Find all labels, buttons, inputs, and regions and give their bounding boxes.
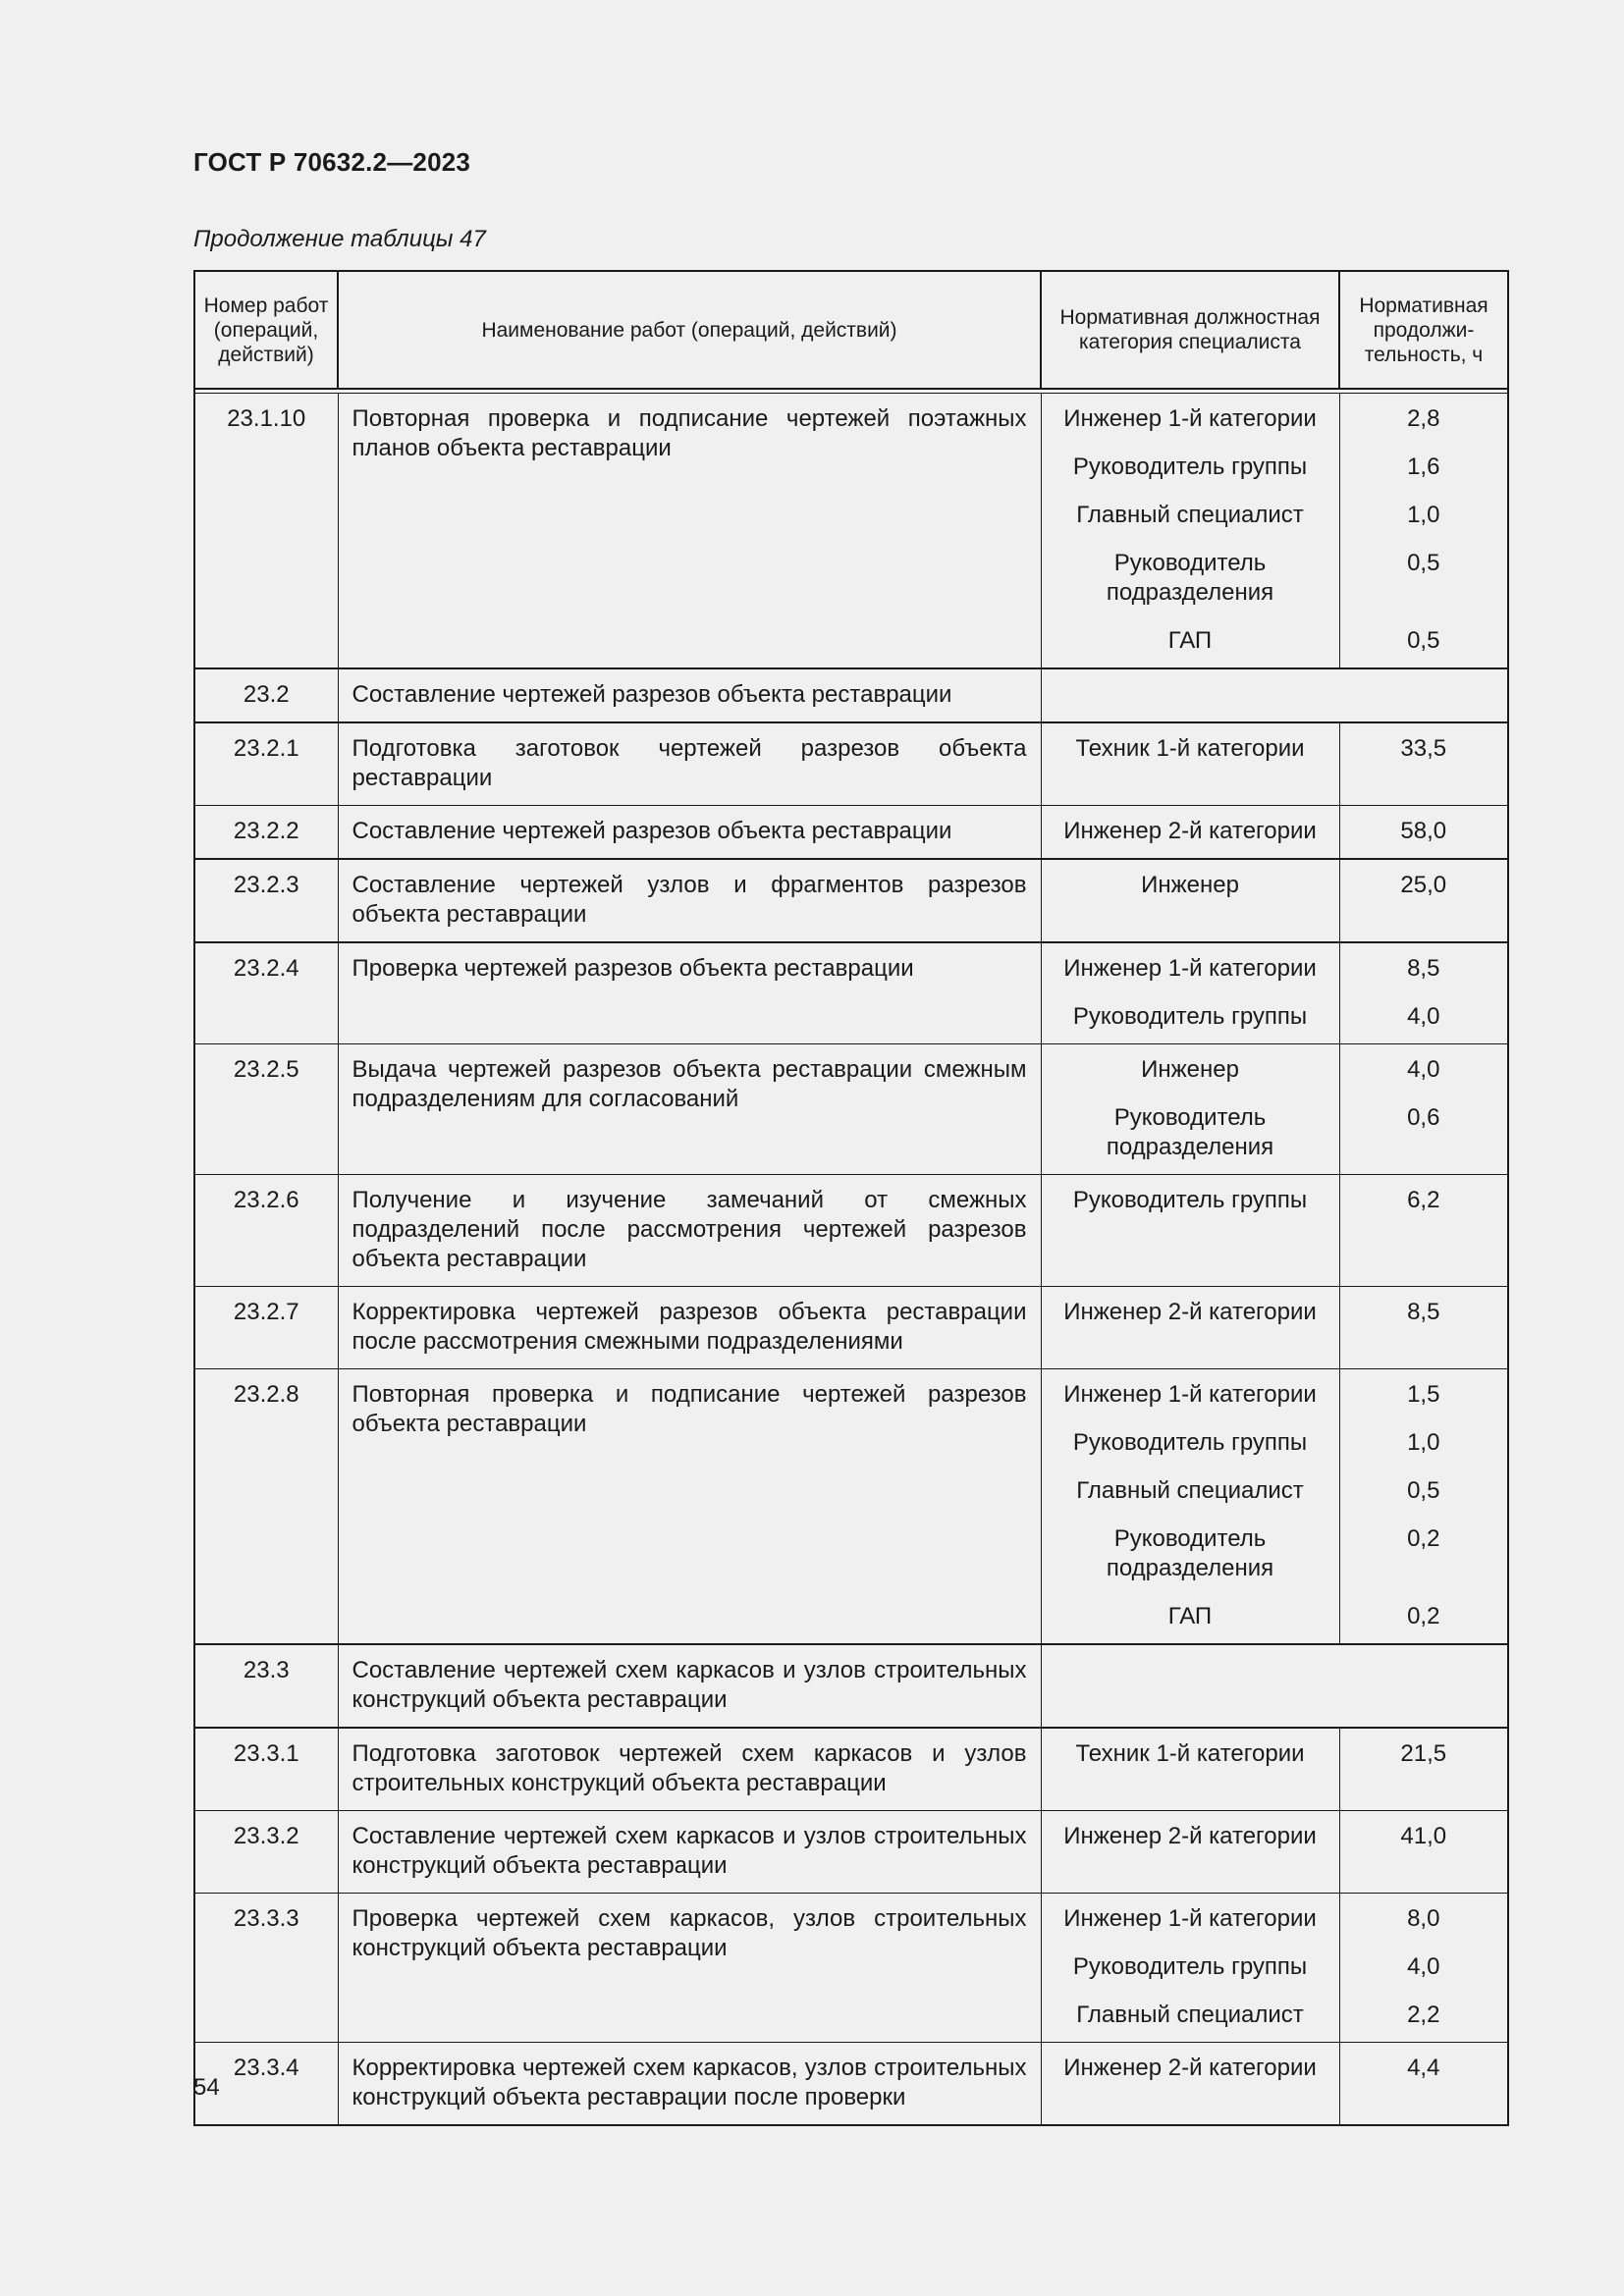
duration-value: 25,0 (1400, 872, 1447, 898)
work-name-cell: Проверка чертежей разрезов объекта реставрации (338, 942, 1041, 1044)
work-number-cell: 23.3.3 (194, 1894, 338, 2043)
specialist-category-cell (1041, 806, 1339, 860)
table-row (194, 1369, 1508, 1645)
work-name-cell: Подготовка заготовок чертежей разрезов объекта реставрации (338, 722, 1041, 806)
empty-section-cell (1041, 1644, 1508, 1728)
duration-value: 4,4 (1407, 2055, 1440, 2081)
duration-cell (1339, 1175, 1508, 1287)
specialist-category: Инженер (1141, 1056, 1239, 1083)
specialist-category-cell (1041, 1811, 1339, 1894)
duration-cell (1339, 942, 1508, 1044)
duration-value: 58,0 (1400, 818, 1447, 844)
work-number-cell: 23.3.1 (194, 1728, 338, 1811)
page-number: 54 (193, 2074, 220, 2101)
duration-value: 41,0 (1400, 1823, 1447, 1849)
duration-value: 1,5 (1407, 1381, 1440, 1408)
specialist-category: ГАП (1167, 627, 1213, 654)
duration-value: 4,0 (1407, 1953, 1440, 1980)
table-row (194, 1728, 1508, 1811)
duration-cell (1339, 859, 1508, 942)
table-row (194, 1044, 1508, 1175)
work-number-cell: 23.2.4 (194, 942, 338, 1044)
duration-value: 6,2 (1407, 1187, 1440, 1213)
specialist-category-cell (1041, 942, 1339, 1044)
duration-cell (1339, 1287, 1508, 1369)
empty-section-cell (1041, 668, 1508, 722)
specialist-category: Инженер 1-й категории (1063, 1905, 1317, 1932)
table-row (194, 722, 1508, 806)
duration-value: 1,6 (1407, 454, 1440, 480)
duration-value: 0,2 (1407, 1525, 1440, 1552)
specialist-category: Главный специалист (1076, 1477, 1304, 1504)
specialist-category-cell (1041, 1287, 1339, 1369)
duration-value: 4,0 (1407, 1003, 1440, 1030)
duration-cell (1339, 806, 1508, 860)
specialist-category: Руководитель группы (1072, 1187, 1308, 1213)
work-name-cell: Повторная проверка и подписание чертежей разрезов объекта реставрации (338, 1369, 1041, 1645)
duration-value: 0,5 (1407, 1477, 1440, 1504)
work-number-cell: 23.2.6 (194, 1175, 338, 1287)
duration-cell (1339, 1728, 1508, 1811)
column-header-number: Номер работ (операций, действий) (194, 271, 338, 389)
duration-value: 0,2 (1407, 1603, 1440, 1629)
duration-value: 8,5 (1407, 1299, 1440, 1325)
duration-value: 1,0 (1407, 502, 1440, 528)
table-continuation-caption: Продолжение таблицы 47 (193, 226, 486, 252)
specialist-category: Руководитель группы (1072, 1003, 1308, 1030)
specialist-category: Инженер 1-й категории (1063, 955, 1317, 982)
specialist-category-cell (1041, 1044, 1339, 1175)
table-header-row (194, 271, 1508, 389)
work-name-cell: Получение и изучение замечаний от смежных подразделений после рассмотрения чертежей разрезов объекта реставрации (338, 1175, 1041, 1287)
specialist-category-cell (1041, 394, 1339, 669)
work-name-cell: Повторная проверка и подписание чертежей поэтажных планов объекта реставрации (338, 394, 1041, 669)
duration-cell (1339, 394, 1508, 669)
specialist-category: Руководитель группы (1072, 1953, 1308, 1980)
specialist-category: ГАП (1167, 1603, 1213, 1629)
work-name-cell: Проверка чертежей схем каркасов, узлов строительных конструкций объекта реставрации (338, 1894, 1041, 2043)
duration-cell (1339, 1811, 1508, 1894)
specialist-category: Главный специалист (1076, 502, 1304, 528)
work-number-cell: 23.3 (194, 1644, 338, 1728)
specialist-category: Инженер (1141, 872, 1239, 898)
work-name-cell: Корректировка чертежей схем каркасов, узлов строительных конструкций объекта реставрации после проверки (338, 2043, 1041, 2126)
specialist-category: Техник 1-й категории (1075, 1740, 1305, 1767)
table-row (194, 1644, 1508, 1728)
table-row (194, 942, 1508, 1044)
work-number-cell: 23.1.10 (194, 394, 338, 669)
specialist-category: Руководитель подразделения (1106, 1525, 1274, 1581)
duration-value: 0,6 (1407, 1104, 1440, 1131)
table-row (194, 1811, 1508, 1894)
duration-cell (1339, 722, 1508, 806)
specialist-category-cell (1041, 859, 1339, 942)
specialist-category: Инженер 2-й категории (1063, 1299, 1317, 1325)
work-number-cell: 23.2.2 (194, 806, 338, 860)
table-row (194, 668, 1508, 722)
specialist-category: Инженер 2-й категории (1063, 1823, 1317, 1849)
work-number-cell: 23.2.7 (194, 1287, 338, 1369)
column-header-name: Наименование работ (операций, действий) (338, 271, 1041, 389)
specialist-category: Главный специалист (1076, 2002, 1304, 2028)
work-number-cell: 23.3.4 (194, 2043, 338, 2126)
specialist-category-cell (1041, 1175, 1339, 1287)
specialist-category: Инженер 2-й категории (1063, 2055, 1317, 2081)
duration-cell (1339, 1894, 1508, 2043)
duration-value: 0,5 (1407, 627, 1440, 654)
work-name-cell: Подготовка заготовок чертежей схем каркасов и узлов строительных конструкций объекта реставрации (338, 1728, 1041, 1811)
work-name-cell: Составление чертежей узлов и фрагментов разрезов объекта реставрации (338, 859, 1041, 942)
specialist-category: Инженер 1-й категории (1063, 405, 1317, 432)
work-number-cell: 23.2.8 (194, 1369, 338, 1645)
work-name-cell: Составление чертежей разрезов объекта реставрации (338, 668, 1041, 722)
duration-value: 8,5 (1407, 955, 1440, 982)
duration-value: 2,2 (1407, 2002, 1440, 2028)
work-number-cell: 23.3.2 (194, 1811, 338, 1894)
table-row (194, 806, 1508, 860)
work-name-cell: Составление чертежей схем каркасов и узлов строительных конструкций объекта реставрации (338, 1811, 1041, 1894)
specialist-category-cell (1041, 2043, 1339, 2126)
duration-cell (1339, 2043, 1508, 2126)
duration-value: 33,5 (1400, 735, 1447, 762)
table-row (194, 2043, 1508, 2126)
duration-value: 8,0 (1407, 1905, 1440, 1932)
duration-value: 4,0 (1407, 1056, 1440, 1083)
duration-value: 1,0 (1407, 1429, 1440, 1456)
specialist-category-cell (1041, 1369, 1339, 1645)
specialist-category: Инженер 2-й категории (1063, 818, 1317, 844)
work-norms-table (193, 270, 1509, 2126)
work-name-cell: Корректировка чертежей разрезов объекта реставрации после рассмотрения смежными подразделениями (338, 1287, 1041, 1369)
work-name-cell: Составление чертежей схем каркасов и узлов строительных конструкций объекта реставрации (338, 1644, 1041, 1728)
duration-value: 0,5 (1407, 550, 1440, 576)
document-code: ГОСТ Р 70632.2—2023 (193, 147, 471, 177)
table-row (194, 859, 1508, 942)
work-number-cell: 23.2.1 (194, 722, 338, 806)
specialist-category: Техник 1-й категории (1075, 735, 1305, 762)
specialist-category-cell (1041, 1894, 1339, 2043)
work-name-cell: Выдача чертежей разрезов объекта реставрации смежным подразделениям для согласований (338, 1044, 1041, 1175)
specialist-category-cell (1041, 722, 1339, 806)
table-row (194, 394, 1508, 669)
table-row (194, 1894, 1508, 2043)
work-number-cell: 23.2 (194, 668, 338, 722)
duration-cell (1339, 1369, 1508, 1645)
specialist-category: Руководитель группы (1072, 1429, 1308, 1456)
specialist-category: Руководитель группы (1072, 454, 1308, 480)
column-header-duration: Нормативная продолжи-тельность, ч (1339, 271, 1508, 389)
table-row (194, 1287, 1508, 1369)
work-name-cell: Составление чертежей разрезов объекта реставрации (338, 806, 1041, 860)
specialist-category: Руководитель подразделения (1106, 550, 1274, 606)
duration-cell (1339, 1044, 1508, 1175)
table-row (194, 1175, 1508, 1287)
duration-value: 2,8 (1407, 405, 1440, 432)
specialist-category-cell (1041, 1728, 1339, 1811)
specialist-category: Руководитель подразделения (1106, 1104, 1274, 1160)
column-header-category: Нормативная должностная категория специалиста (1041, 271, 1339, 389)
work-number-cell: 23.2.3 (194, 859, 338, 942)
table-body (194, 394, 1508, 2126)
work-number-cell: 23.2.5 (194, 1044, 338, 1175)
specialist-category: Инженер 1-й категории (1063, 1381, 1317, 1408)
duration-value: 21,5 (1400, 1740, 1447, 1767)
